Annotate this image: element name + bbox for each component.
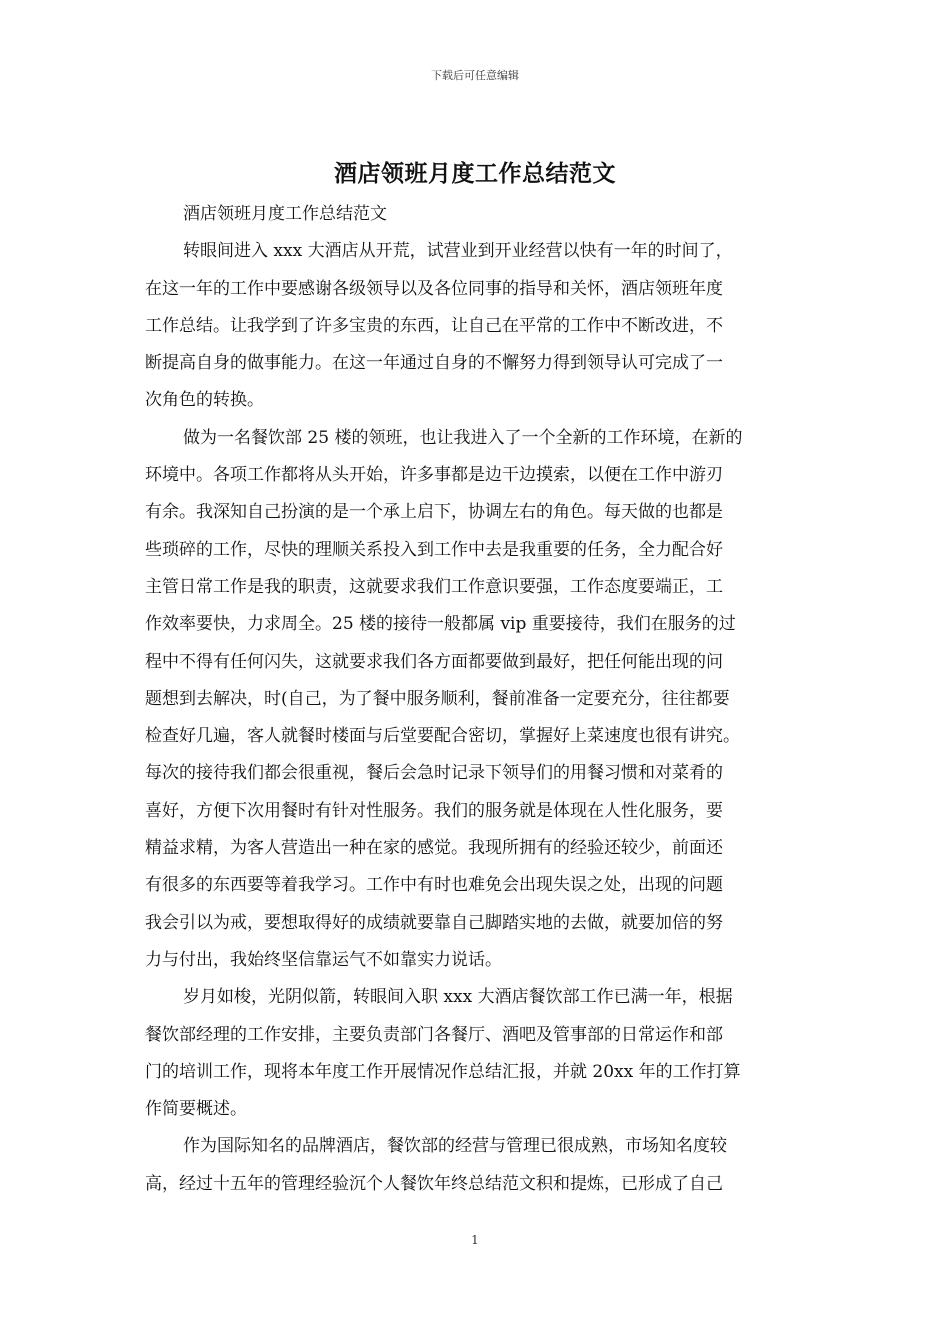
text-line: 每次的接待我们都会很重视，餐后会急时记录下领导们的用餐习惯和对菜肴的 <box>145 763 723 784</box>
text-line: 餐饮部经理的工作安排，主要负责部门各餐厅、酒吧及管事部的日常运作和部 <box>145 1024 723 1045</box>
document-body <box>145 196 810 1203</box>
text-line: 题想到去解决，时(自己，为了餐中服务顺利，餐前准备一定要充分，往往都要 <box>145 688 730 709</box>
text-line: 高，经过十五年的管理经验沉个人餐饮年终总结范文积和提炼，已形成了自己 <box>145 1173 723 1194</box>
text-line: 做为一名餐饮部 25 楼的领班，也让我进入了一个全新的工作环境，在新的 <box>183 427 743 448</box>
text-line: 我会引以为戒，要想取得好的成绩就要靠自己脚踏实地的去做，就要加倍的努 <box>145 912 723 933</box>
text-line: 门的培训工作，现将本年度工作开展情况作总结汇报，并就 20xx 年的工作打算 <box>145 1061 741 1082</box>
text-line: 酒店领班月度工作总结范文 <box>183 204 387 224</box>
text-line: 检查好几遍，客人就餐时楼面与后堂要配合密切，掌握好上菜速度也很有讲究。 <box>145 726 740 747</box>
text-line: 次角色的转换。 <box>145 390 264 411</box>
text-line: 作简要概述。 <box>145 1099 247 1120</box>
text-line: 主管日常工作是我的职责，这就要求我们工作意识要强，工作态度要端正，工 <box>145 576 723 597</box>
text-line: 精益求精，为客人营造出一种在家的感觉。我现所拥有的经验还较少，前面还 <box>145 838 723 859</box>
text-line: 些琐碎的工作，尽快的理顺关系投入到工作中去是我重要的任务，全力配合好 <box>145 539 723 560</box>
header-note: 下载后可任意编辑 <box>431 69 519 82</box>
text-line: 有余。我深知自己扮演的是一个承上启下，协调左右的角色。每天做的也都是 <box>145 502 723 523</box>
text-line: 岁月如梭，光阴似箭，转眼间入职 xxx 大酒店餐饮部工作已满一年，根据 <box>183 987 733 1008</box>
page-number: 1 <box>471 1233 479 1247</box>
text-line: 力与付出，我始终坚信靠运气不如靠实力说话。 <box>145 949 502 970</box>
text-line: 有很多的东西要等着我学习。工作中有时也难免会出现失误之处，出现的问题 <box>145 875 723 896</box>
text-line: 喜好，方便下次用餐时有针对性服务。我们的服务就是体现在人性化服务，要 <box>145 800 723 821</box>
text-line: 作效率要快，力求周全。25 楼的接待一般都属 vip 重要接待，我们在服务的过 <box>145 614 736 635</box>
text-line: 程中不得有任何闪失，这就要求我们各方面都要做到最好，把任何能出现的问 <box>145 651 723 672</box>
text-line: 作为国际知名的品牌酒店，餐饮部的经营与管理已很成熟，市场知名度较 <box>183 1136 727 1157</box>
text-line: 工作总结。让我学到了许多宝贵的东西，让自己在平常的工作中不断改进，不 <box>145 315 723 336</box>
document-title: 酒店领班月度工作总结范文 <box>334 160 616 187</box>
text-line: 环境中。各项工作都将从头开始，许多事都是边干边摸索，以便在工作中游刃 <box>145 465 723 486</box>
text-line: 断提高自身的做事能力。在这一年通过自身的不懈努力得到领导认可完成了一 <box>145 353 723 374</box>
text-line: 转眼间进入 xxx 大酒店从开荒，试营业到开业经营以快有一年的时间了， <box>183 241 733 262</box>
text-line: 在这一年的工作中要感谢各级领导以及各位同事的指导和关怀，酒店领班年度 <box>145 278 723 299</box>
